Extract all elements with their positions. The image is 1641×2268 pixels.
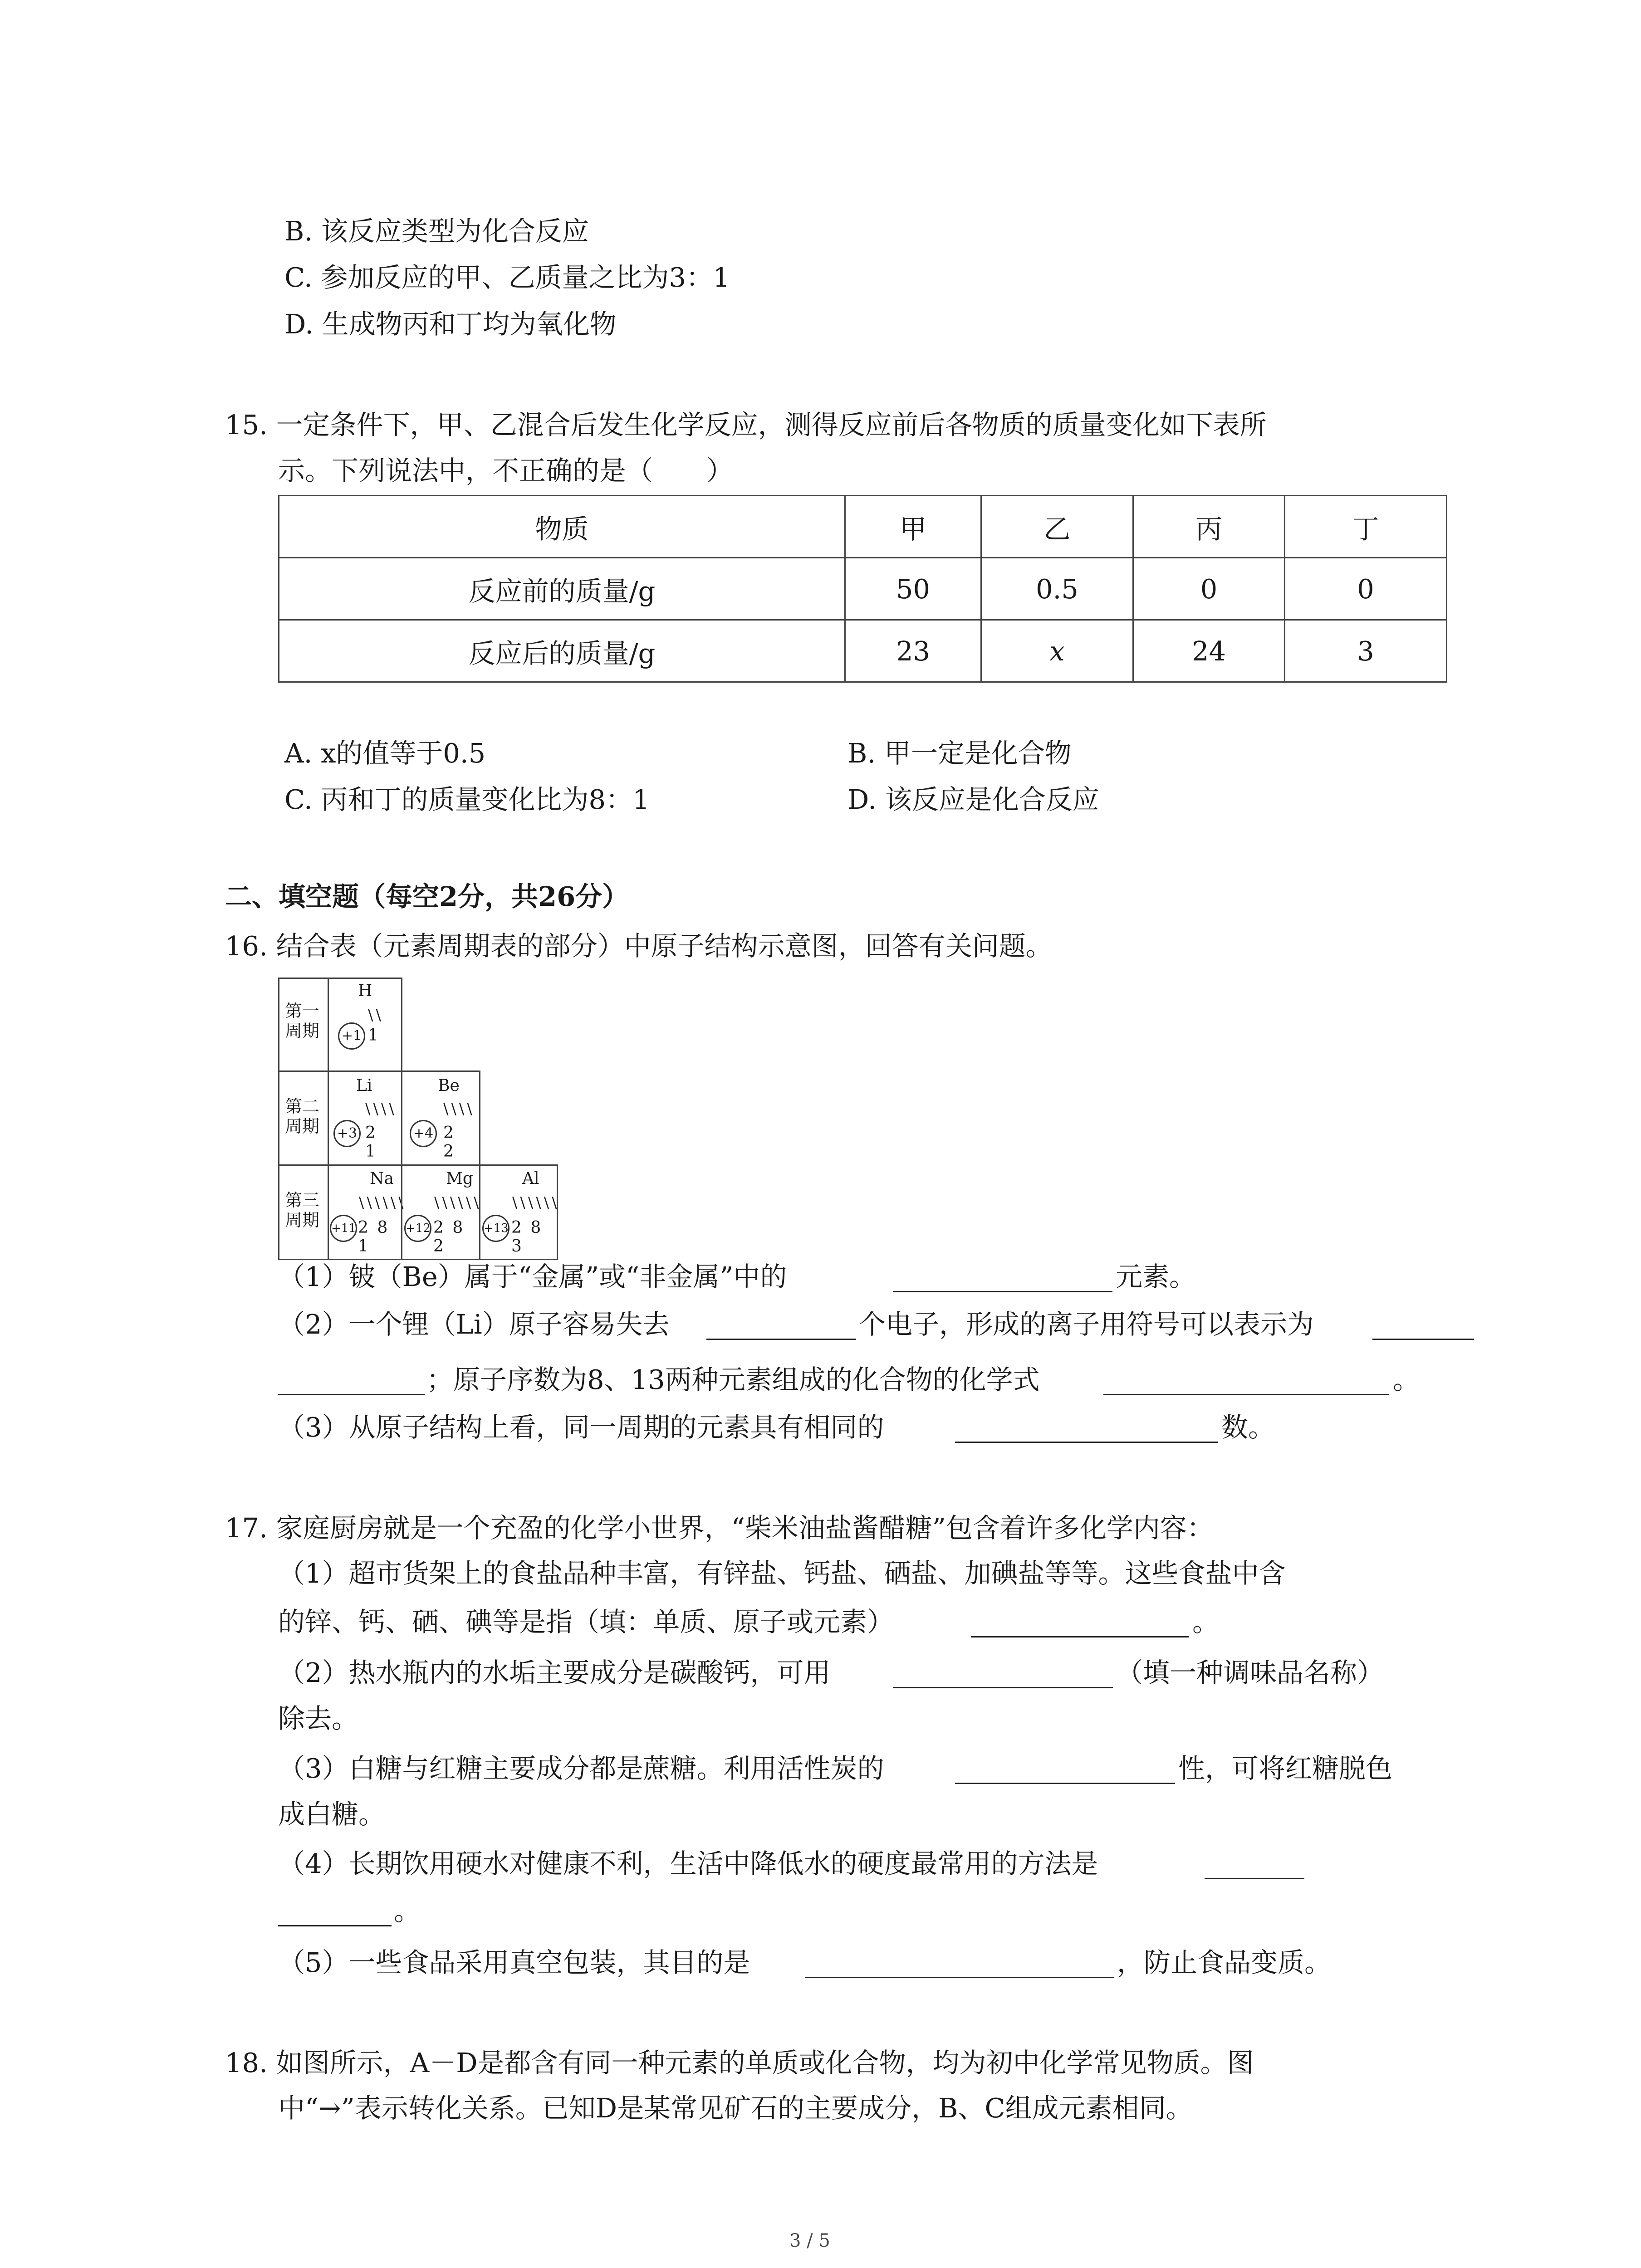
q17-part2-hint: （填一种调味品名称）: [1116, 1657, 1384, 1688]
section-title: 二、填空题（每空2分，共26分）: [225, 881, 629, 912]
electron-shell-arc: \\\\\\: [512, 1194, 560, 1212]
element-cell-mg: [401, 1164, 480, 1260]
table-row: [279, 558, 1447, 620]
q16-part2-end: 。: [1393, 1364, 1420, 1395]
element-symbol: H: [358, 982, 372, 1000]
element-cell-na: [328, 1164, 407, 1260]
table-cell: 24: [1133, 620, 1285, 682]
q16-part2-blank-formula[interactable]: [1103, 1394, 1389, 1395]
q14-option-b: B. 该反应类型为化合反应: [284, 215, 589, 247]
q16-part3-text: （3）从原子结构上看，同一周期的元素具有相同的: [278, 1412, 884, 1443]
q16-stem: 16. 结合表（元素周期表的部分）中原子结构示意图，回答有关问题。: [225, 930, 1053, 962]
element-cell-al: [479, 1164, 558, 1260]
electron-shell-arc: \\\\\\: [434, 1194, 482, 1212]
q17-part5-text: （5）一些食品采用真空包装，其目的是: [278, 1947, 750, 1978]
q16-part2-blank-ion-b[interactable]: [278, 1394, 425, 1395]
nucleus-circle: +13: [482, 1215, 509, 1242]
table-cell: 物质: [279, 496, 845, 558]
q16-part3-suffix: 数。: [1221, 1412, 1275, 1443]
q16-part2-text: （2）一个锂（Li）原子容易失去: [278, 1309, 670, 1340]
nucleus-circle: +4: [410, 1120, 437, 1147]
q18-stem-line1: 18. 如图所示，A－D是都含有同一种元素的单质或化合物，均为初中化学常见物质。图: [225, 2047, 1254, 2078]
q16-part2-middle: 个电子，形成的离子用符号可以表示为: [859, 1309, 1314, 1340]
electron-shells: 2 8 1: [358, 1218, 390, 1256]
q15-option-c: C. 丙和丁的质量变化比为8：1: [284, 784, 650, 815]
table-cell: 0.5: [981, 558, 1133, 620]
q15-stem-line1: 15. 一定条件下，甲、乙混合后发生化学反应，测得反应前后各物质的质量变化如下表所: [225, 409, 1267, 440]
q17-part1-line1: （1）超市货架上的食盐品种丰富，有锌盐、钙盐、硒盐、加碘盐等等。这些食盐中含: [278, 1558, 1286, 1589]
q17-part5-blank[interactable]: [805, 1977, 1114, 1978]
q14-option-d: D. 生成物丙和丁均为氧化物: [284, 308, 617, 340]
q17-stem: 17. 家庭厨房就是一个充盈的化学小世界，“柴米油盐酱醋糖”包含着许多化学内容：: [225, 1512, 1214, 1544]
table-cell: 甲: [845, 496, 981, 558]
period-2-cell: [278, 1070, 329, 1166]
q17-part2-blank[interactable]: [893, 1687, 1113, 1688]
q17-part3-line1: （3）白糖与红糖主要成分都是蔗糖。利用活性炭的: [278, 1753, 884, 1784]
q17-part3-blank[interactable]: [955, 1783, 1175, 1784]
q17-part4-blank-b[interactable]: [278, 1925, 392, 1926]
period-1-cell: [278, 978, 329, 1072]
table-cell: x: [981, 620, 1133, 682]
q17-part5-suffix: ，防止食品变质。: [1117, 1947, 1332, 1978]
element-cell-h: [328, 978, 402, 1072]
electron-shells: 2 2: [443, 1124, 458, 1161]
q15-option-d: D. 该反应是化合反应: [847, 784, 1099, 815]
electron-shells: 1: [368, 1026, 383, 1045]
nucleus-circle: +12: [404, 1215, 431, 1242]
period-label: 第一 周期: [285, 1001, 320, 1041]
period-label: 第三 周期: [285, 1190, 320, 1230]
q16-part1-suffix: 元素。: [1116, 1261, 1196, 1292]
table-cell: 23: [845, 620, 981, 682]
q16-part2-blank-electrons[interactable]: [706, 1339, 856, 1340]
q17-part3-suffix: 性，可将红糖脱色: [1178, 1753, 1393, 1784]
q14-option-c: C. 参加反应的甲、乙质量之比为3：1: [284, 262, 730, 293]
electron-shell-arc: \\\\: [443, 1100, 475, 1118]
periodic-table-figure: [278, 978, 558, 1260]
table-cell: 0: [1133, 558, 1285, 620]
element-cell-li: [328, 1070, 402, 1166]
element-symbol: Al: [522, 1169, 539, 1188]
q15-stem-line2: 示。下列说法中，不正确的是（ ）: [278, 455, 734, 486]
table-cell: 3: [1285, 620, 1447, 682]
element-symbol: Li: [356, 1076, 372, 1095]
nucleus-circle: +3: [333, 1120, 361, 1147]
electron-shells: 2 8 3: [511, 1218, 543, 1256]
page-number: 3 / 5: [789, 2230, 830, 2251]
element-cell-be: [401, 1070, 480, 1166]
q15-option-b: B. 甲一定是化合物: [847, 738, 1072, 769]
table-cell: 反应前的质量/g: [279, 558, 845, 620]
table-cell: 丙: [1133, 496, 1285, 558]
q15-mass-table: [278, 495, 1447, 683]
electron-shell-arc: \\\\\\: [359, 1194, 407, 1212]
table-cell: 反应后的质量/g: [279, 620, 845, 682]
q17-part1-line2: 的锌、钙、硒、碘等是指（填：单质、原子或元素）: [278, 1606, 894, 1637]
table-row: [279, 620, 1447, 682]
table-row: [279, 496, 1447, 558]
element-symbol: Mg: [446, 1169, 473, 1188]
table-cell: 乙: [981, 496, 1133, 558]
table-cell: 丁: [1285, 496, 1447, 558]
q17-part2-line1: （2）热水瓶内的水垢主要成分是碳酸钙，可用: [278, 1657, 831, 1688]
q17-part3-line2: 成白糖。: [278, 1799, 386, 1830]
period-3-cell: [278, 1164, 329, 1260]
q17-part1-end: 。: [1192, 1606, 1220, 1637]
electron-shell-arc: \\\\: [365, 1100, 397, 1118]
electron-shells: 2 1: [365, 1124, 380, 1161]
nucleus-circle: +11: [330, 1215, 357, 1242]
q17-part2-line2: 除去。: [278, 1703, 359, 1734]
table-cell: 0: [1285, 558, 1447, 620]
period-label: 第二 周期: [285, 1096, 320, 1136]
element-symbol: Be: [438, 1076, 460, 1095]
q17-part1-blank[interactable]: [971, 1636, 1189, 1637]
q17-part4-line1: （4）长期饮用硬水对健康不利，生活中降低水的硬度最常用的方法是: [278, 1848, 1098, 1879]
q17-part4-end: 。: [394, 1895, 421, 1926]
electron-shells: 2 8 2: [433, 1218, 465, 1256]
q16-part1-blank[interactable]: [893, 1291, 1112, 1292]
q16-part2-formula-text: ；原子序数为8、13两种元素组成的化合物的化学式: [426, 1364, 1040, 1395]
element-symbol: Na: [370, 1169, 394, 1188]
q15-option-a: A. x的值等于0.5: [284, 738, 486, 769]
nucleus-circle: +1: [338, 1022, 365, 1050]
q17-part4-blank-a[interactable]: [1205, 1878, 1304, 1879]
q16-part3-blank[interactable]: [955, 1442, 1218, 1443]
electron-shell-arc: \\: [368, 1006, 384, 1024]
q18-stem-line2: 中“→”表示转化关系。已知D是某常见矿石的主要成分，B、C组成元素相同。: [278, 2092, 1193, 2124]
q16-part1-text: （1）铍（Be）属于“金属”或“非金属”中的: [278, 1261, 787, 1292]
q16-part2-blank-ion-a[interactable]: [1372, 1339, 1474, 1340]
table-cell: 50: [845, 558, 981, 620]
